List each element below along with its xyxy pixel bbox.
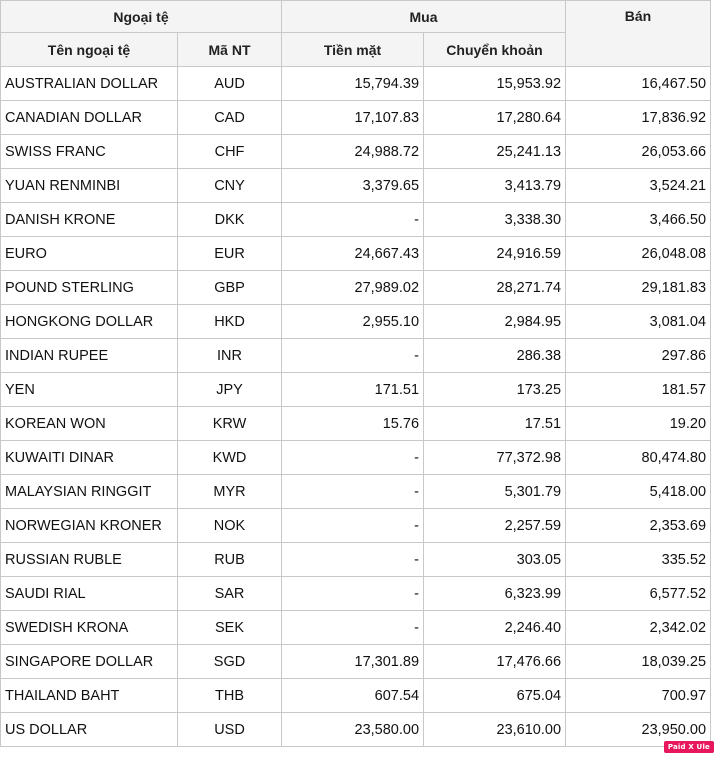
buy-transfer-cell: 5,301.79 <box>424 475 566 509</box>
sell-cell: 23,950.00 <box>566 713 711 747</box>
sell-cell: 181.57 <box>566 373 711 407</box>
buy-cash-cell: 23,580.00 <box>282 713 424 747</box>
sell-cell: 26,053.66 <box>566 135 711 169</box>
currency-code-cell: AUD <box>178 67 282 101</box>
sell-cell: 3,081.04 <box>566 305 711 339</box>
currency-name-cell: SAUDI RIAL <box>1 577 178 611</box>
buy-transfer-cell: 286.38 <box>424 339 566 373</box>
buy-transfer-cell: 17,476.66 <box>424 645 566 679</box>
table-row <box>1 713 711 747</box>
sell-cell: 6,577.52 <box>566 577 711 611</box>
header-sell: Bán <box>566 1 711 67</box>
table-row <box>1 373 711 407</box>
currency-code-cell: EUR <box>178 237 282 271</box>
table-row <box>1 441 711 475</box>
sell-cell: 26,048.08 <box>566 237 711 271</box>
table-header <box>1 1 711 67</box>
sell-cell: 17,836.92 <box>566 101 711 135</box>
buy-cash-cell: 27,989.02 <box>282 271 424 305</box>
buy-transfer-cell: 24,916.59 <box>424 237 566 271</box>
currency-name-cell: NORWEGIAN KRONER <box>1 509 178 543</box>
buy-transfer-cell: 2,984.95 <box>424 305 566 339</box>
sell-cell: 297.86 <box>566 339 711 373</box>
buy-cash-cell: 15.76 <box>282 407 424 441</box>
buy-transfer-cell: 173.25 <box>424 373 566 407</box>
header-row-groups <box>1 1 711 33</box>
sell-cell: 2,342.02 <box>566 611 711 645</box>
buy-cash-cell: - <box>282 203 424 237</box>
buy-transfer-cell: 77,372.98 <box>424 441 566 475</box>
currency-name-cell: THAILAND BAHT <box>1 679 178 713</box>
currency-code-cell: DKK <box>178 203 282 237</box>
sell-cell: 5,418.00 <box>566 475 711 509</box>
table-row <box>1 67 711 101</box>
sell-cell: 335.52 <box>566 543 711 577</box>
buy-cash-cell: - <box>282 475 424 509</box>
sell-cell: 2,353.69 <box>566 509 711 543</box>
buy-cash-cell: 24,667.43 <box>282 237 424 271</box>
table-row <box>1 611 711 645</box>
buy-transfer-cell: 17,280.64 <box>424 101 566 135</box>
currency-name-cell: SWEDISH KRONA <box>1 611 178 645</box>
header-buy-transfer: Chuyển khoản <box>424 33 566 67</box>
buy-cash-cell: 15,794.39 <box>282 67 424 101</box>
sell-cell: 18,039.25 <box>566 645 711 679</box>
sell-cell: 80,474.80 <box>566 441 711 475</box>
currency-name-cell: KOREAN WON <box>1 407 178 441</box>
currency-name-cell: DANISH KRONE <box>1 203 178 237</box>
header-currency-code: Mã NT <box>178 33 282 67</box>
currency-code-cell: GBP <box>178 271 282 305</box>
currency-code-cell: USD <box>178 713 282 747</box>
table-row <box>1 543 711 577</box>
table-row <box>1 645 711 679</box>
header-currency-name: Tên ngoại tệ <box>1 33 178 67</box>
currency-code-cell: JPY <box>178 373 282 407</box>
currency-code-cell: KWD <box>178 441 282 475</box>
currency-name-cell: KUWAITI DINAR <box>1 441 178 475</box>
currency-code-cell: SGD <box>178 645 282 679</box>
currency-name-cell: SINGAPORE DOLLAR <box>1 645 178 679</box>
sell-cell: 3,524.21 <box>566 169 711 203</box>
buy-transfer-cell: 2,246.40 <box>424 611 566 645</box>
buy-transfer-cell: 25,241.13 <box>424 135 566 169</box>
table-row <box>1 509 711 543</box>
buy-transfer-cell: 3,338.30 <box>424 203 566 237</box>
buy-transfer-cell: 6,323.99 <box>424 577 566 611</box>
currency-name-cell: YUAN RENMINBI <box>1 169 178 203</box>
currency-name-cell: US DOLLAR <box>1 713 178 747</box>
buy-cash-cell: 171.51 <box>282 373 424 407</box>
currency-code-cell: THB <box>178 679 282 713</box>
header-buy-cash: Tiền mặt <box>282 33 424 67</box>
buy-cash-cell: 17,301.89 <box>282 645 424 679</box>
buy-transfer-cell: 2,257.59 <box>424 509 566 543</box>
sell-cell: 700.97 <box>566 679 711 713</box>
table-row <box>1 475 711 509</box>
buy-cash-cell: 17,107.83 <box>282 101 424 135</box>
buy-transfer-cell: 303.05 <box>424 543 566 577</box>
currency-code-cell: SEK <box>178 611 282 645</box>
buy-transfer-cell: 28,271.74 <box>424 271 566 305</box>
currency-name-cell: INDIAN RUPEE <box>1 339 178 373</box>
header-buy-group: Mua <box>282 1 566 33</box>
buy-cash-cell: - <box>282 543 424 577</box>
currency-code-cell: RUB <box>178 543 282 577</box>
currency-code-cell: CAD <box>178 101 282 135</box>
table-row <box>1 271 711 305</box>
currency-code-cell: INR <box>178 339 282 373</box>
buy-transfer-cell: 675.04 <box>424 679 566 713</box>
buy-cash-cell: 2,955.10 <box>282 305 424 339</box>
currency-code-cell: HKD <box>178 305 282 339</box>
buy-cash-cell: - <box>282 577 424 611</box>
header-currency-group: Ngoại tệ <box>1 1 282 33</box>
buy-cash-cell: 3,379.65 <box>282 169 424 203</box>
sell-cell: 16,467.50 <box>566 67 711 101</box>
currency-name-cell: YEN <box>1 373 178 407</box>
watermark-badge: Paid X Ule <box>664 741 714 753</box>
currency-name-cell: MALAYSIAN RINGGIT <box>1 475 178 509</box>
sell-cell: 3,466.50 <box>566 203 711 237</box>
buy-cash-cell: - <box>282 339 424 373</box>
currency-name-cell: POUND STERLING <box>1 271 178 305</box>
table-row <box>1 203 711 237</box>
currency-name-cell: HONGKONG DOLLAR <box>1 305 178 339</box>
table-row <box>1 407 711 441</box>
currency-code-cell: NOK <box>178 509 282 543</box>
table-row <box>1 101 711 135</box>
currency-name-cell: CANADIAN DOLLAR <box>1 101 178 135</box>
sell-cell: 29,181.83 <box>566 271 711 305</box>
table-row <box>1 679 711 713</box>
buy-cash-cell: - <box>282 509 424 543</box>
buy-transfer-cell: 3,413.79 <box>424 169 566 203</box>
currency-code-cell: SAR <box>178 577 282 611</box>
buy-cash-cell: - <box>282 441 424 475</box>
currency-code-cell: CNY <box>178 169 282 203</box>
currency-name-cell: AUSTRALIAN DOLLAR <box>1 67 178 101</box>
buy-transfer-cell: 23,610.00 <box>424 713 566 747</box>
table-row <box>1 169 711 203</box>
table-row <box>1 135 711 169</box>
currency-name-cell: RUSSIAN RUBLE <box>1 543 178 577</box>
table-body <box>1 67 711 747</box>
table-row <box>1 237 711 271</box>
buy-transfer-cell: 17.51 <box>424 407 566 441</box>
table-row <box>1 339 711 373</box>
currency-name-cell: EURO <box>1 237 178 271</box>
currency-code-cell: MYR <box>178 475 282 509</box>
buy-cash-cell: 24,988.72 <box>282 135 424 169</box>
table-row <box>1 577 711 611</box>
table-row <box>1 305 711 339</box>
buy-cash-cell: - <box>282 611 424 645</box>
currency-code-cell: CHF <box>178 135 282 169</box>
buy-transfer-cell: 15,953.92 <box>424 67 566 101</box>
currency-name-cell: SWISS FRANC <box>1 135 178 169</box>
sell-cell: 19.20 <box>566 407 711 441</box>
currency-code-cell: KRW <box>178 407 282 441</box>
buy-cash-cell: 607.54 <box>282 679 424 713</box>
